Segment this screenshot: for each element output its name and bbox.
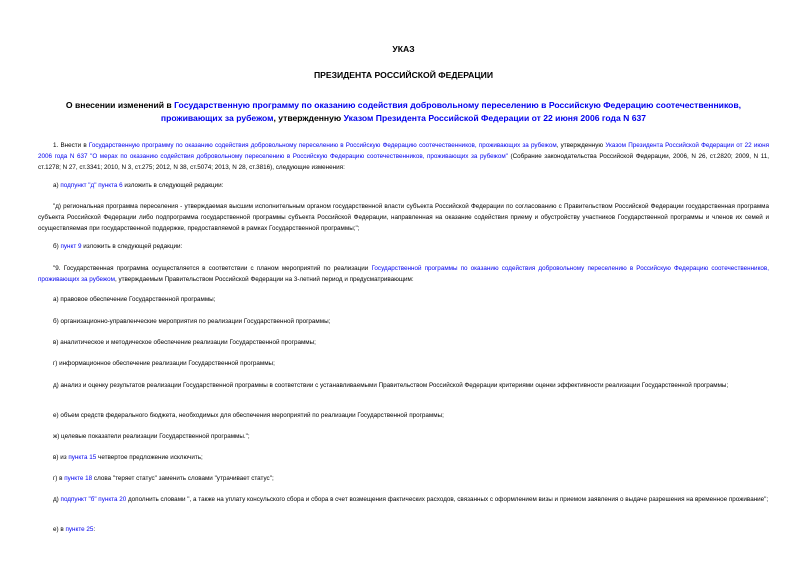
p2-text-2: изложить в следующей редакции: (122, 182, 224, 189)
heading-ukaz: УКАЗ (392, 44, 415, 54)
p5-text-1: "9. Государственная программа осуществляется в соответствии с планом мероприятий по реализации (53, 265, 372, 272)
p4-text-1: б) (53, 243, 61, 250)
p1-text-1: 1. Внести в (53, 142, 89, 149)
p14-text-1: г) в (53, 475, 65, 482)
p15-text-1: д) (53, 496, 61, 503)
title-link-decree[interactable]: Указом Президента Российской Федерации от 22 июня 2006 года N 637 (343, 112, 647, 123)
p1-link-decree[interactable]: Указом Президента Российской Федерации от 22 июня 2006 года N 637 "О мерах по оказанию содействия добровольному переселению в Российскую Федерацию соотечественников, проживающих за рубежом" (38, 142, 769, 160)
title-link-program[interactable]: Государственную программу по оказанию содействия добровольному переселению в Российскую Федерацию соотечественников, проживающих за рубежом (160, 100, 742, 123)
p2-link[interactable]: подпункт "д" пункта 6 (60, 182, 123, 189)
p1-link-program[interactable]: Государственную программу по оказанию содействия добровольному переселению в Российскую Федерацию соотечественников, проживающих за рубежом (88, 142, 557, 149)
paragraph-9e: е) объем средств федерального бюджета, необходимых для обеспечения мероприятий по реализации Государственной программы; (53, 412, 444, 419)
paragraph-e (38, 524, 769, 535)
title-text-1: О внесении изменений в (65, 100, 175, 110)
paragraph-1 (38, 140, 769, 173)
p4-text-2: изложить в следующей редакции: (81, 243, 183, 250)
p5-link[interactable]: Государственной программы по оказанию содействия добровольному переселению в Российскую Федерацию соотечественников, проживающих за рубежом (38, 265, 769, 283)
document-title (46, 99, 761, 124)
p16-text-2: : (93, 526, 96, 533)
paragraph-9v: в) аналитическое и методическое обеспечение реализации Государственной программы; (53, 339, 316, 346)
paragraph-9a: а) правовое обеспечение Государственной программы; (53, 296, 216, 303)
p4-link[interactable]: пункт 9 (60, 243, 82, 250)
p1-text-2: , утвержденную (556, 142, 606, 149)
paragraph-a (38, 180, 769, 191)
p16-link[interactable]: пункте 25 (65, 526, 94, 533)
p5-text-2: , утверждаемым Правительством Российской Федерации на 3-летний период и предусматривающим: (114, 276, 414, 283)
heading-president: ПРЕЗИДЕНТА РОССИЙСКОЙ ФЕДЕРАЦИИ (313, 70, 494, 80)
paragraph-9 (38, 263, 769, 285)
p14-text-2: слова "теряет статус" заменить словами "утрачивает статус"; (92, 475, 274, 482)
p16-text-1: е) в (53, 526, 66, 533)
p13-link[interactable]: пункта 15 (68, 454, 97, 461)
p15-link[interactable]: подпункт "б" пункта 20 (60, 496, 127, 503)
p15-text-2: дополнить словами ", а также на уплату консульского сбора и сбора в счет возмещения фактических расходов, связанных с оформлением визы и приемом заявления о выдаче разрешения на временное проживание"; (126, 496, 769, 503)
paragraph-b (38, 241, 769, 252)
p13-text-1: в) из (53, 454, 69, 461)
paragraph-d-definition: "д) региональная программа переселения - утверждаемая высшим исполнительным органом государственной власти субъекта Российской Федерации по согласованию с Правительством Российской Федерации государственная программа субъекта Российской Федерации либо подпрограмма государственной программы субъекта Российской Федерации, направленная на оказание содействия приему и обустройству участников Государственной программы и членов их семей и осуществляемая при государственной поддержке, предоставляемой в рамках Государственной программы;"; (38, 203, 769, 232)
paragraph-d (38, 494, 769, 505)
p1-text-3: (Собрание законодательства Российской Федерации, 2006, N 26, ст.2820; 2009, N 11, ст.1278; N 27, ст.3341; 2010, N 3, ст.275; 2012, N 38, ст.5074; 2013, N 28, ст.3816), следующие изменения: (38, 153, 769, 171)
p13-text-2: четвертое предложение исключить; (96, 454, 203, 461)
paragraph-v (38, 452, 769, 463)
paragraph-9zh: ж) целевые показатели реализации Государственной программы."; (53, 433, 250, 440)
p14-link[interactable]: пункте 18 (64, 475, 93, 482)
paragraph-9b: б) организационно-управленческие мероприятия по реализации Государственной программы; (53, 318, 331, 325)
p2-text-1: а) (53, 182, 61, 189)
paragraph-9g: г) информационное обеспечение реализации Государственной программы; (53, 360, 275, 367)
paragraph-g (38, 473, 769, 484)
paragraph-9d: д) анализ и оценку результатов реализации Государственной программы в соответствии с устанавливаемыми Правительством Российской Федерации критериями оценки эффективности реализации Государственной программы; (53, 382, 729, 389)
title-text-2: , утвержденную (273, 112, 344, 123)
